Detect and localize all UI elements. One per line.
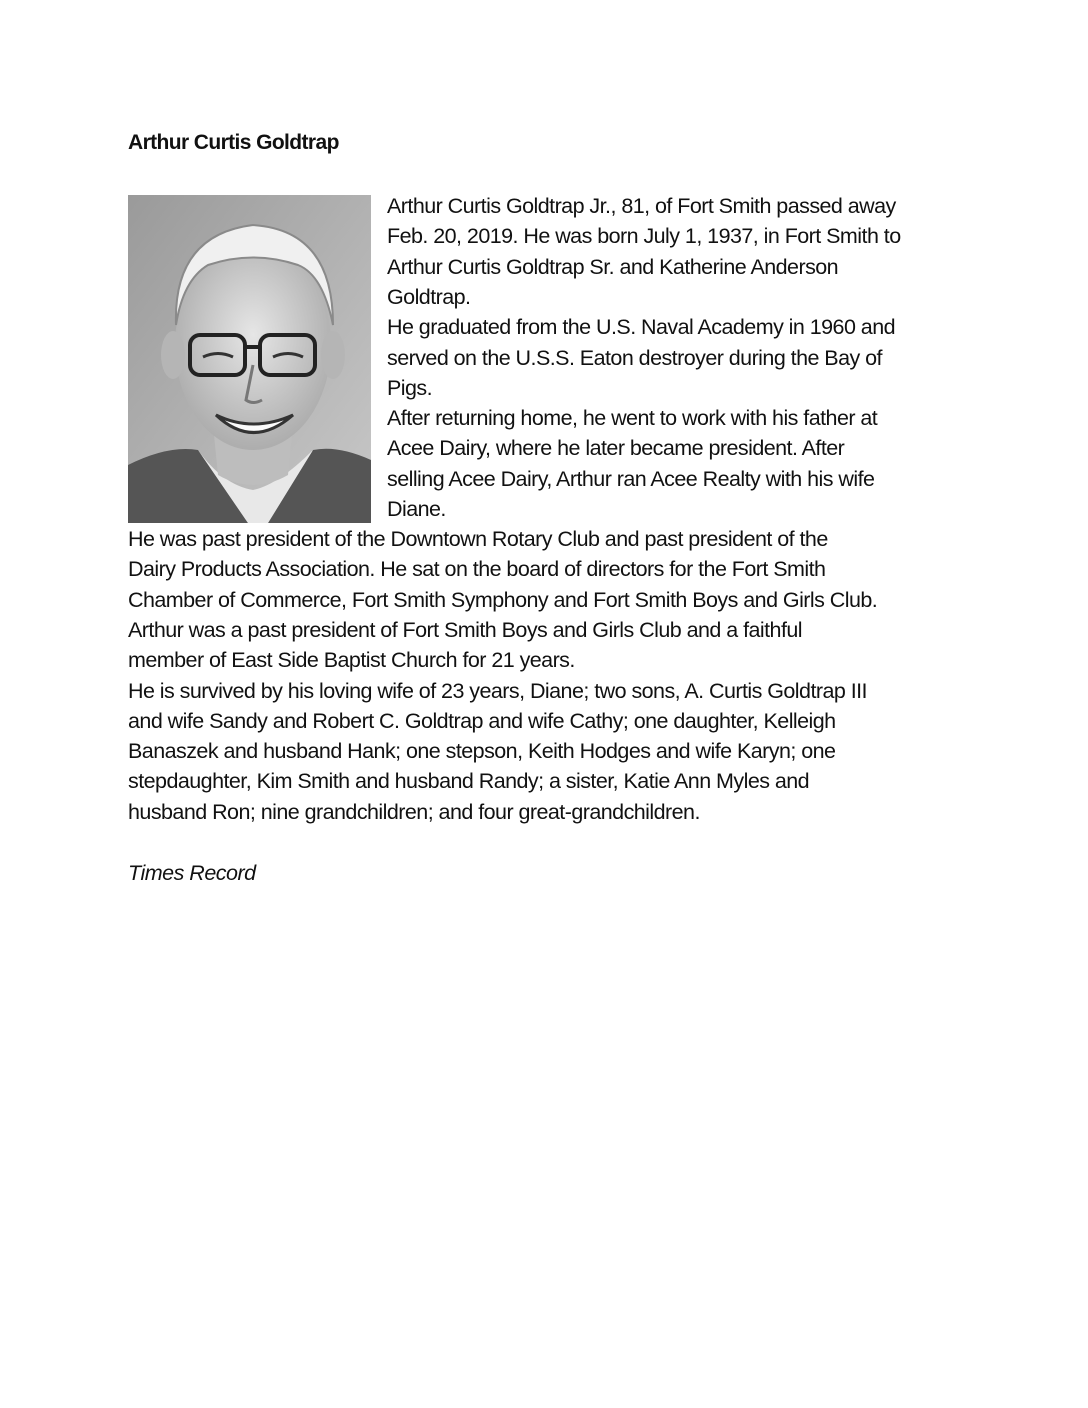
text-line: Diane. (387, 497, 446, 521)
text-line: Chamber of Commerce, Fort Smith Symphony and Fort Smith Boys and Girls Club. (128, 587, 878, 612)
source-attribution: Times Record (128, 861, 256, 885)
portrait-photo (128, 195, 371, 523)
text-line: Banaszek and husband Hank; one stepson, Keith Hodges and wife Karyn; one (128, 739, 836, 764)
text-line: stepdaughter, Kim Smith and husband Randy; a sister, Katie Ann Myles and (128, 769, 810, 794)
text-line: Feb. 20, 2019. He was born July 1, 1937, in Fort Smith to (387, 224, 901, 249)
text-line: member of East Side Baptist Church for 21 years. (128, 648, 575, 673)
text-line: Goldtrap. (387, 284, 471, 309)
text-line: Arthur Curtis Goldtrap Sr. and Katherine Anderson (387, 254, 839, 279)
text-line: He was past president of the Downtown Rotary Club and past president of the (128, 527, 828, 551)
text-line: He graduated from the U.S. Naval Academy in 1960 and (387, 315, 896, 340)
text-line: He is survived by his loving wife of 23 years, Diane; two sons, A. Curtis Goldtrap III (128, 678, 867, 703)
portrait-image (128, 195, 371, 523)
text-line: served on the U.S.S. Eaton destroyer during the Bay of (387, 345, 882, 370)
text-line: Dairy Products Association. He sat on the board of directors for the Fort Smith (128, 557, 826, 582)
obituary-title: Arthur Curtis Goldtrap (128, 131, 339, 154)
text-line: husband Ron; nine grandchildren; and four great-grandchildren. (128, 799, 700, 824)
text-line: Pigs. (387, 375, 433, 400)
text-line: and wife Sandy and Robert C. Goldtrap and wife Cathy; one daughter, Kelleigh (128, 708, 836, 733)
text-line: Arthur was a past president of Fort Smith Boys and Girls Club and a faithful (128, 617, 803, 642)
text-line: Arthur Curtis Goldtrap Jr., 81, of Fort Smith passed away (387, 194, 896, 218)
text-line: Acee Dairy, where he later became president. After (387, 436, 845, 461)
text-line: selling Acee Dairy, Arthur ran Acee Realty with his wife (387, 466, 875, 491)
text-line: After returning home, he went to work with his father at (387, 406, 878, 431)
